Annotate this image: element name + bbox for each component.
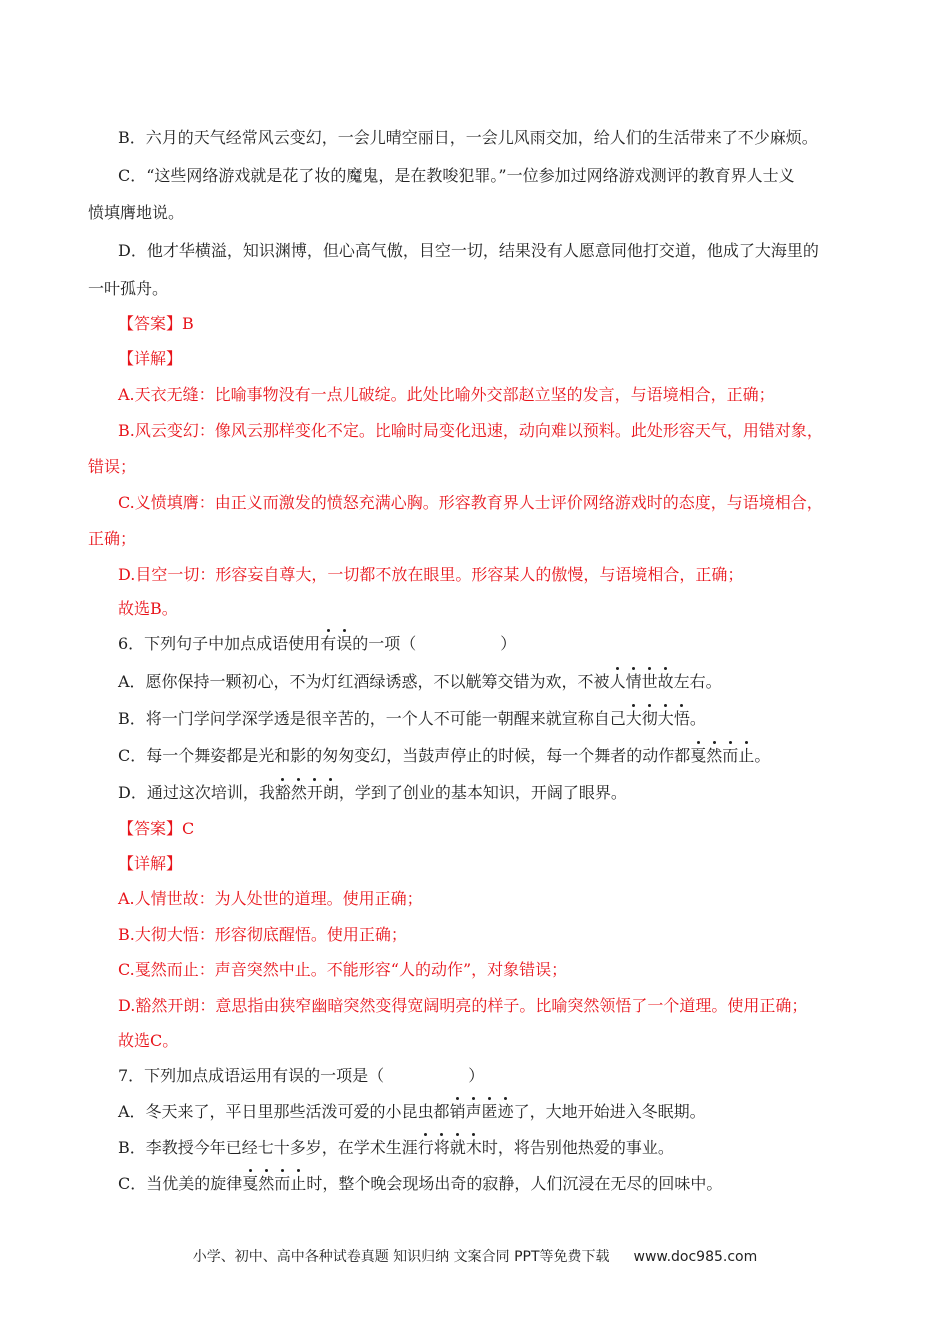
q7-option-b-text: B．李教授今年已经七十多岁，在学术生涯 [118,1138,418,1157]
q7-stem-text: 7．下列加点成语运用有误的一项是（ [118,1066,385,1085]
emphasis-char: 然 [290,783,307,802]
q6-option-d-idiom [275,783,339,802]
q5-exp-b-cont: 错误； [88,457,137,476]
emphasis-char: 将 [433,1138,450,1157]
emphasis-char: 误 [336,634,353,653]
emphasis-char: 戛 [690,746,707,765]
q6-exp-b: B.大彻大悟：形容彻底醒悟。使用正确； [118,925,407,944]
emphasis-char: 止 [290,1174,307,1193]
emphasis-char: 而 [274,1174,291,1193]
footer-site-link[interactable]: www.doc985.com [633,1249,758,1265]
q6-exp-d: D.豁然开朗：意思指由狭窄幽暗突然变得宽阔明亮的样子。比喻突然领悟了一个道理。使用正确； [118,996,808,1015]
q7-option-b-end: 时，将告别他热爱的事业。 [481,1138,674,1157]
q6-option-b-end: 。 [689,709,706,728]
emphasis-char: 朗 [322,783,339,802]
emphasis-char: 木 [465,1138,482,1157]
emphasis-char: 迹 [497,1102,514,1121]
q7-option-c [118,1174,864,1194]
q6-option-d-text: D．通过这次培训，我 [118,783,275,802]
emphasis-char: 有 [320,634,337,653]
q5-exp-c-cont: 正确； [88,529,137,548]
q6-stem [118,634,864,654]
q6-exp-a: A.人情世故：为人处世的道理。使用正确； [118,889,423,908]
emphasis-char: 匿 [481,1102,498,1121]
q5-option-d-line2: 一叶孤舟。 [88,279,169,298]
q6-option-a-idiom [610,672,674,691]
q5-exp-b: B.风云变幻：像风云那样变化不定。比喻时局变化迅速，动向难以预料。此处形容天气，用错对象， [118,421,823,440]
q5-exp-c: C.义愤填膺：由正义而激发的愤怒充满心胸。形容教育界人士评价网络游戏时的态度，与语境相合， [118,493,823,512]
emphasis-char: 人 [609,672,626,691]
emphasis-char: 行 [417,1138,434,1157]
emphasis-char: 大 [625,709,642,728]
q5-exp-a: A.天衣无缝：比喻事物没有一点儿破绽。此处比喻外交部赵立坚的发言，与语境相合，正确； [118,385,775,404]
emphasis-char: 开 [306,783,323,802]
page-footer [0,1246,950,1266]
q5-answer-text: 【答案】B [118,314,194,333]
emphasis-char: 就 [449,1138,466,1157]
emphasis-char: 悟 [673,709,690,728]
q7-option-a-idiom [450,1102,514,1121]
emphasis-char: 大 [657,709,674,728]
q6-detail-label: 【详解】 [118,854,183,873]
q7-option-b-idiom [418,1138,482,1157]
emphasis-char: 然 [258,1174,275,1193]
q7-option-a-text: A．冬天来了，平日里那些活泼可爱的小昆虫都 [118,1102,450,1121]
q6-option-b-text: B．将一门学问学深学透是很辛苦的，一个人不可能一朝醒来就宣称自己 [118,709,626,728]
q6-exp-c: C.戛然而止：声音突然中止。不能形容“人的动作”，对象错误； [118,960,568,979]
q5-option-d-line1: D．他才华横溢，知识渊博，但心高气傲，目空一切，结果没有人愿意同他打交道，他成了大海里的 [118,241,819,260]
q6-option-c [118,746,864,766]
emphasis-char: 销 [449,1102,466,1121]
q7-option-c-text: C．当优美的旋律 [118,1174,243,1193]
footer-text: 小学、初中、高中各种试卷真题 知识归纳 文案合同 PPT等免费下载 [192,1249,610,1265]
q6-option-b [118,709,864,729]
q5-conclusion: 故选B。 [118,599,178,618]
q6-stem-part2: 的一项（ [352,634,417,653]
q6-option-d-end: ，学到了创业的基本知识，开阔了眼界。 [338,783,627,802]
emphasis-char: 声 [465,1102,482,1121]
q7-option-a-end: 了，大地开始进入冬眠期。 [513,1102,706,1121]
q5-answer [118,314,864,334]
emphasis-char: 情 [625,672,642,691]
q5-exp-d: D.目空一切：形容妄自尊大，一切都不放在眼里。形容某人的傲慢，与语境相合，正确； [118,565,744,584]
emphasis-char: 彻 [641,709,658,728]
emphasis-char: 戛 [242,1174,259,1193]
emphasis-char: 世 [641,672,658,691]
q5-detail-label: 【详解】 [118,349,183,368]
q6-option-c-text: C．每一个舞姿都是光和影的匆匆变幻，当鼓声停止的时候，每一个舞者的动作都 [118,746,691,765]
q5-option-c-line2: 愤填膺地说。 [88,203,185,222]
emphasis-char: 止 [738,746,755,765]
q6-stem-close: ） [500,634,517,653]
q6-option-c-idiom [690,746,754,765]
emphasis-char: 而 [722,746,739,765]
q5-option-c-line1: C．“这些网络游戏就是花了妆的魔鬼，是在教唆犯罪。”一位参加过网络游戏测评的教育界人士义 [118,166,795,185]
q6-option-c-end: 。 [754,746,771,765]
q7-stem-close: ） [468,1066,485,1085]
emphasis-char: 然 [706,746,723,765]
q6-answer: 【答案】C [118,819,195,838]
q7-stem [118,1066,864,1086]
emphasis-char: 豁 [274,783,291,802]
q7-option-c-end: 时，整个晚会现场出奇的寂静，人们沉浸在无尽的回味中。 [306,1174,723,1193]
q6-option-d [118,783,864,803]
q7-option-c-idiom [242,1174,306,1193]
q6-option-a-text: A．愿你保持一颗初心，不为灯红酒绿诱惑，不以觥筹交错为欢，不被 [118,672,610,691]
q6-option-b-idiom [626,709,690,728]
emphasis-char: 故 [657,672,674,691]
q6-stem-emph [320,634,352,653]
q6-option-a-end: 左右。 [673,672,722,691]
q6-conclusion: 故选C。 [118,1031,179,1050]
q6-option-a [118,672,864,692]
q7-option-b [118,1138,864,1158]
q6-stem-part1: 6．下列句子中加点成语使用 [118,634,321,653]
q5-option-b: B．六月的天气经常风云变幻，一会儿晴空丽日，一会儿风雨交加，给人们的生活带来了不少麻烦。 [118,128,818,147]
q7-option-a [118,1102,864,1122]
